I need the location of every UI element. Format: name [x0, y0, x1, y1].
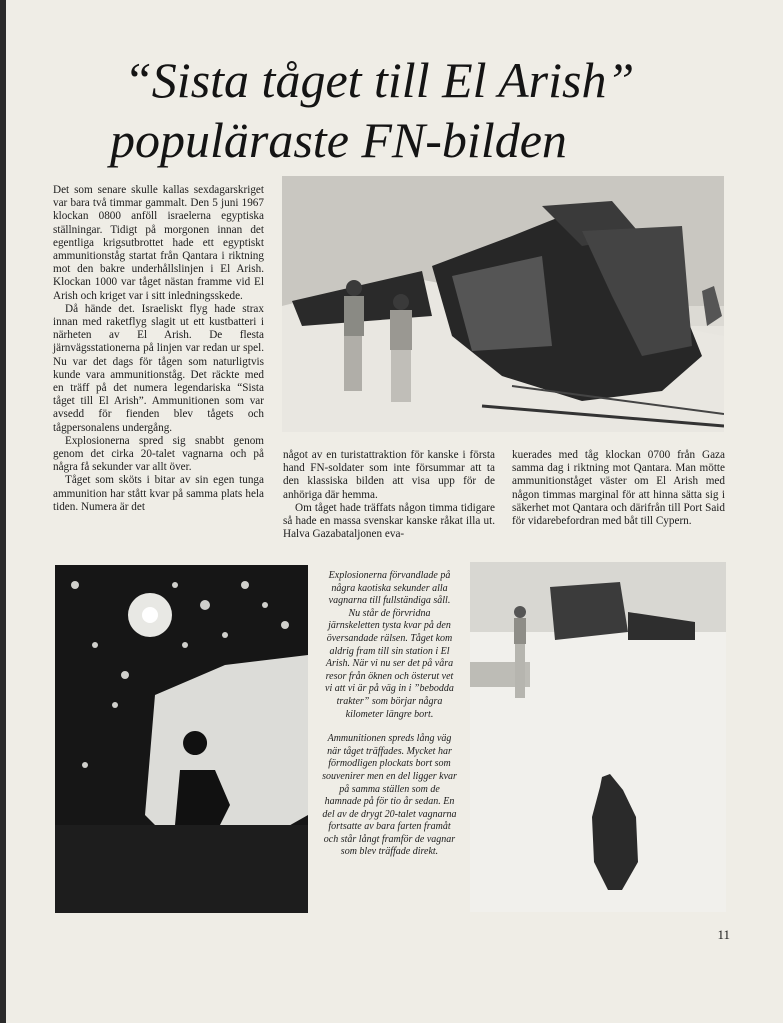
caption-text: Ammunitionen spreds lång väg när tåget träffades. Mycket har förmodligen plockats bort som souvenirer men en del ligger kvar på samma ställen som de hamnade på för tio år sedan. En del av de drygt 20-talet vagnarna fortsatte av bara farten framåt och står långt framför de vagnar som blev träffade direkt. [322, 733, 457, 858]
paragraph: Då hände det. Israeliskt flyg hade strax innan med raketflyg slagit ut ett kustbatteri i närheten av El Arish. De flesta järnvägsstationerna på linjen var redan ur spel. Nu var det dags för tågen som naturligtvis kunde vara ammunitionståg. Det räckte med en träff på det numera legendariska “Sista tåget till El Arish”. Ammunitionen som var avsedd för fienden blev tågets och tågpersonalens undergång. [53, 302, 264, 434]
page-edge-shadow [0, 0, 6, 1023]
paragraph: Explosionerna spred sig snabbt genom genom det cirka 20-talet vagnarna och på några få sekunder var allt över. [53, 434, 264, 474]
text-column-middle [283, 449, 495, 541]
captions-block [322, 570, 457, 871]
photo-desert-ammunition [470, 562, 726, 912]
caption-text: Explosionerna förvandlade på några kaotiska sekunder alla vagnarna till fullständiga såll. Nu står de förvridna järnskeletten tysta kvar på den översandade rälsen. Tåget kom aldrig fram till sin station i El Arish. När vi nu ser det på våra resor från öknen och österut vet vi att vi är på väg in i ”bebodda trakter” som börjar några kilometer längre bort. [325, 570, 454, 720]
text-column-left [53, 184, 264, 514]
paragraph: Det som senare skulle kallas sexdagarskriget var bara två timmar gammalt. Den 5 juni 1967 klockan 0800 anföll israelerna egyptiska ställningar. Tidigt på morgonen innan det egentliga krigsutbrottet hade ett egyptiskt ammunitionståg startat från Qantara i riktning mot den bakre underhållslinjen i El Arish. Klockan 1000 var tåget nästan framme vid El Arish och kriget var i sitt inledningsskede. [53, 184, 264, 302]
title-line-1: “Sista tåget till El Arish” [124, 52, 635, 108]
paragraph: Om tåget hade träffats någon timma tidigare så hade en massa svenskar kanske råkat illa ut. Halva Gazabataljonen eva- [283, 501, 495, 541]
article-title [110, 50, 730, 170]
paragraph: kuerades med tåg klockan 0700 från Gaza samma dag i riktning mot Qantara. Man mötte ammunitionståget väster om El Arish med någon timmas marginal för att hinna sätta sig i säkerhet mot Qantara och därifrån till Port Said för vidarebefordran med båt till Cypern. [512, 449, 725, 528]
photo-wrecked-train [282, 176, 724, 432]
paragraph: något av en turistattraktion för kanske i första hand FN-soldater som inte försummar att ta den klassiska bilden att visa upp för de anhöriga där hemma. [283, 449, 495, 501]
paragraph: Tåget som sköts i bitar av sin egen tunga ammunition har stått kvar på samma plats hela tiden. Numera är det [53, 474, 264, 513]
title-line-2: populäraste FN-bilden [110, 112, 567, 168]
page-number: 11 [717, 927, 730, 942]
photo-silhouette-wreckage [55, 565, 308, 913]
text-column-right [512, 449, 725, 528]
